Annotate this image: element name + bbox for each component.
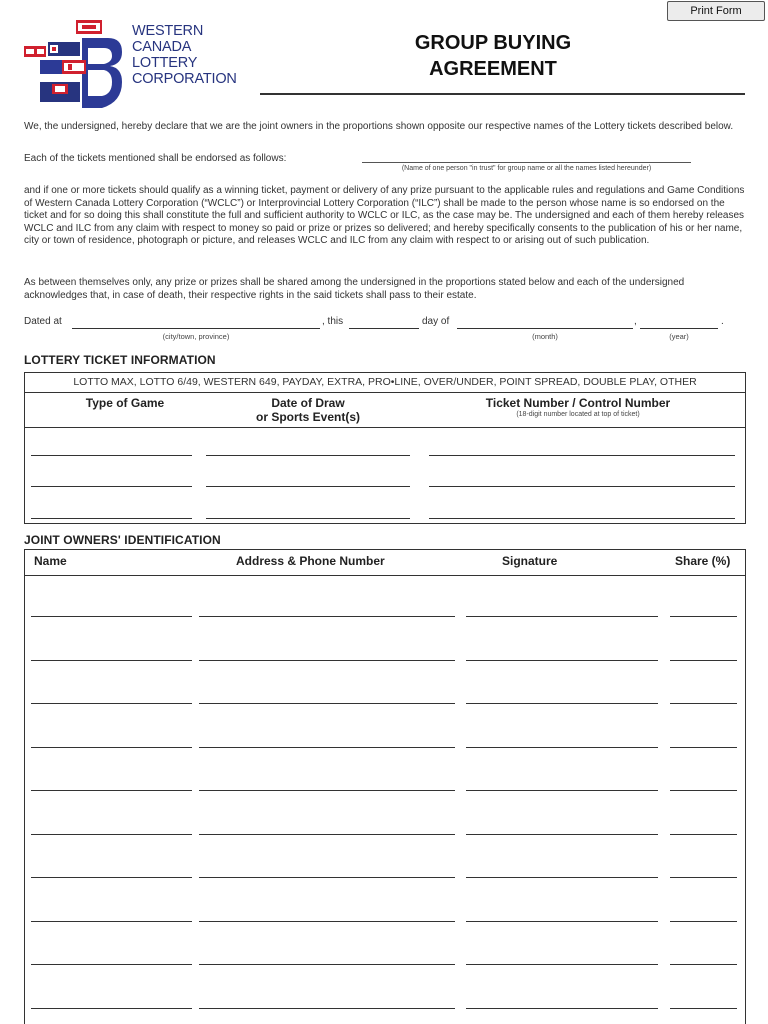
dated-at-label: Dated at	[24, 316, 62, 327]
city-field[interactable]	[72, 328, 320, 329]
ticket-table	[24, 372, 746, 524]
owner-address-field[interactable]	[199, 660, 455, 661]
owners-section-heading: JOINT OWNERS' IDENTIFICATION	[24, 533, 221, 547]
game-list: LOTTO MAX, LOTTO 6/49, WESTERN 649, PAYDAY, EXTRA, PRO•LINE, OVER/UNDER, POINT SPREAD, DOUBLE PLAY, OTHER	[25, 373, 745, 393]
col-type-of-game: Type of Game	[85, 396, 165, 410]
owner-signature-field[interactable]	[466, 1008, 658, 1009]
owner-address-field[interactable]	[199, 964, 455, 965]
ticket-number-field[interactable]	[429, 518, 735, 519]
owner-signature-field[interactable]	[466, 703, 658, 704]
year-field[interactable]	[640, 328, 718, 329]
owner-share-field[interactable]	[670, 747, 737, 748]
endorsement-label: Each of the tickets mentioned shall be endorsed as follows:	[24, 153, 287, 164]
ticket-number-field[interactable]	[429, 455, 735, 456]
owner-address-field[interactable]	[199, 1008, 455, 1009]
ticket-table-header	[25, 393, 745, 428]
owner-signature-field[interactable]	[466, 964, 658, 965]
share-paragraph: As between themselves only, any prize or prizes shall be shared among the undersigned in the proportions stated below and each of the undersigned acknowledges that, in case of death, their respective rights in the said tickets shall pass to their estate.	[24, 277, 685, 301]
document-title	[382, 30, 604, 82]
owner-name-field[interactable]	[31, 834, 192, 835]
declaration-paragraph: We, the undersigned, hereby declare that we are the joint owners in the proportions shown opposite our respective names of the Lottery tickets described below.	[24, 121, 734, 132]
owner-signature-field[interactable]	[466, 921, 658, 922]
owner-address-field[interactable]	[199, 834, 455, 835]
col-date-of-draw	[203, 396, 413, 424]
draw-date-field[interactable]	[206, 518, 410, 519]
endorsement-name-field[interactable]	[362, 162, 691, 163]
ticket-section-heading: LOTTERY TICKET INFORMATION	[24, 353, 216, 367]
owner-address-field[interactable]	[199, 703, 455, 704]
this-label: , this	[322, 316, 344, 327]
owner-signature-field[interactable]	[466, 790, 658, 791]
owner-signature-field[interactable]	[466, 877, 658, 878]
col-signature: Signature	[502, 554, 558, 568]
owners-table	[24, 549, 746, 1024]
owner-share-field[interactable]	[670, 1008, 737, 1009]
logo-line: CANADA	[132, 39, 192, 55]
print-form-button[interactable]: Print Form	[667, 1, 765, 21]
col-ticket-label: Ticket Number / Control Number	[485, 396, 671, 410]
col-share: Share (%)	[675, 554, 731, 568]
owner-signature-field[interactable]	[466, 616, 658, 617]
col-name: Name	[34, 554, 67, 568]
year-note: (year)	[669, 332, 689, 341]
logo-line: LOTTERY	[132, 55, 198, 71]
dated-row	[24, 316, 746, 346]
logo-line: CORPORATION	[132, 71, 237, 87]
owner-address-field[interactable]	[199, 921, 455, 922]
owner-name-field[interactable]	[31, 703, 192, 704]
owner-signature-field[interactable]	[466, 747, 658, 748]
wclc-logo	[22, 20, 124, 112]
owner-signature-field[interactable]	[466, 660, 658, 661]
title-line-2: AGREEMENT	[429, 58, 557, 80]
month-field[interactable]	[457, 328, 633, 329]
owner-share-field[interactable]	[670, 703, 737, 704]
prize-paragraph: and if one or more tickets should qualify as a winning ticket, payment or delivery of any prize pursuant to the applicable rules and regulations and Game Conditions of Western Canada Lottery Corporation (“WCLC”) or Interprovincial Lottery Corporation (“ILC”) shall be made to the person whose name is so endorsed on the ticket and for so doing this shall constitute the full and sufficient authority to WCLC or ILC, as the case may be. The undersigned and each of them hereby releases WCLC and ILC from any claim with respect to money so paid or prize or prizes so delivered; and hereby specifically consents to the publication of his or her name, city or town of residence, photograph or picture, and releases WCLC and ILC from any claim with respect to or arising out of such publication.	[24, 185, 745, 246]
owner-name-field[interactable]	[31, 1008, 192, 1009]
city-note: (city/town, province)	[162, 332, 230, 341]
draw-date-field[interactable]	[206, 486, 410, 487]
owner-share-field[interactable]	[670, 616, 737, 617]
col-ticket-number	[423, 396, 733, 420]
title-line-1: GROUP BUYING	[414, 32, 572, 54]
owner-share-field[interactable]	[670, 921, 737, 922]
day-field[interactable]	[349, 328, 419, 329]
comma-label: ,	[634, 316, 637, 327]
owners-table-header	[25, 550, 745, 576]
owner-share-field[interactable]	[670, 790, 737, 791]
col-ticket-note: (18-digit number located at top of ticket)	[516, 411, 640, 418]
month-note: (month)	[532, 332, 558, 341]
day-of-label: day of	[422, 316, 450, 327]
col-date-line-2: or Sports Event(s)	[255, 410, 360, 424]
owner-name-field[interactable]	[31, 747, 192, 748]
owner-share-field[interactable]	[670, 877, 737, 878]
col-date-line-1: Date of Draw	[271, 396, 345, 410]
owner-share-field[interactable]	[670, 660, 737, 661]
game-type-field[interactable]	[31, 518, 192, 519]
owner-name-field[interactable]	[31, 877, 192, 878]
draw-date-field[interactable]	[206, 455, 410, 456]
logo-line: WESTERN	[132, 23, 204, 39]
owner-name-field[interactable]	[31, 921, 192, 922]
owner-address-field[interactable]	[199, 877, 455, 878]
owner-name-field[interactable]	[31, 790, 192, 791]
owner-name-field[interactable]	[31, 616, 192, 617]
owner-name-field[interactable]	[31, 660, 192, 661]
owner-signature-field[interactable]	[466, 834, 658, 835]
endorsement-note: (Name of one person "in trust" for group name or all the names listed hereunder)	[401, 165, 652, 172]
title-divider	[260, 93, 745, 95]
owner-name-field[interactable]	[31, 964, 192, 965]
game-type-field[interactable]	[31, 455, 192, 456]
owner-address-field[interactable]	[199, 616, 455, 617]
period-label: .	[721, 316, 724, 327]
ticket-number-field[interactable]	[429, 486, 735, 487]
owner-address-field[interactable]	[199, 747, 455, 748]
owner-share-field[interactable]	[670, 964, 737, 965]
col-address: Address & Phone Number	[236, 554, 385, 568]
owner-share-field[interactable]	[670, 834, 737, 835]
logo-mark	[24, 20, 122, 108]
game-type-field[interactable]	[31, 486, 192, 487]
logo-wordmark	[132, 23, 237, 87]
owner-address-field[interactable]	[199, 790, 455, 791]
